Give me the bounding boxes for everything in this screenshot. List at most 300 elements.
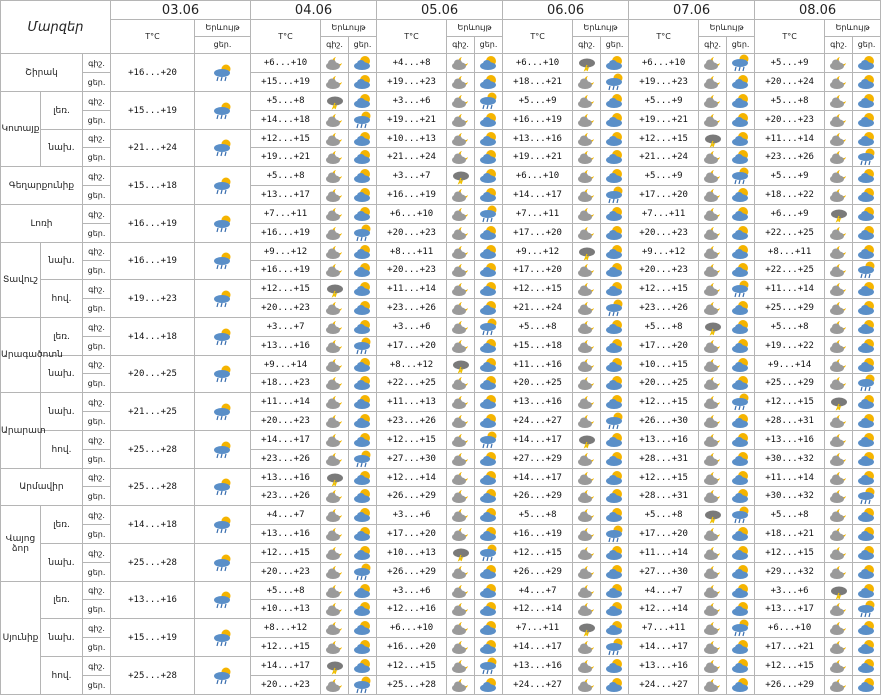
sun-cloud-icon: [727, 374, 755, 393]
sun-cloud-icon: [601, 148, 629, 167]
temp-cell: +12...+14: [503, 600, 573, 619]
cloud-moon-icon: [699, 92, 727, 111]
temp-cell: +10...+13: [377, 130, 447, 148]
sun-cloud-icon: [349, 600, 377, 619]
sun-cloud-icon: [601, 337, 629, 356]
sun-cloud-icon: [349, 299, 377, 318]
sun-cloud-icon: [601, 111, 629, 130]
cloud-moon-icon: [321, 582, 349, 600]
cloud-moon-icon: [699, 393, 727, 412]
time-of-day: գիշ.: [83, 243, 111, 261]
region-name: Արմավիր: [1, 469, 83, 506]
sun-cloud-icon: [853, 657, 881, 676]
cloud-moon-icon: [321, 205, 349, 224]
temp-cell: +20...+23: [629, 224, 699, 243]
sun-cloud-icon: [475, 73, 503, 92]
sun-cloud-icon: [601, 186, 629, 205]
cloud-icon: [825, 374, 853, 393]
weather-icon: [195, 205, 251, 243]
sun-cloud-icon: [853, 318, 881, 337]
cloud-moon-icon: [825, 582, 853, 600]
sun-cloud-icon: [475, 525, 503, 544]
temp-cell: +12...+14: [629, 600, 699, 619]
cloud-icon: [321, 224, 349, 243]
temp-cell: +3...+6: [377, 506, 447, 525]
sun-cloud-icon: [349, 374, 377, 393]
temp-cell: +12...+16: [377, 600, 447, 619]
temp-cell: +14...+17: [503, 431, 573, 450]
temp-cell: +12...+15: [251, 280, 321, 299]
sun-cloud-icon: [727, 356, 755, 374]
sun-cloud-icon: [727, 224, 755, 243]
temp-cell: +6...+10: [377, 619, 447, 638]
time-of-day: գիշ.: [83, 619, 111, 638]
sun-cloud-icon: [601, 261, 629, 280]
temp-cell: +5...+8: [755, 318, 825, 337]
sun-cloud-icon: [853, 224, 881, 243]
temp-cell-day0: +14...+18: [111, 318, 195, 356]
temp-cell: +14...+17: [503, 638, 573, 657]
sun-cloud-icon: [601, 318, 629, 337]
temp-cell: +10...+15: [629, 356, 699, 374]
cloud-moon-icon: [699, 506, 727, 525]
sun-cloud-icon: [853, 73, 881, 92]
cloud-moon-icon: [699, 167, 727, 186]
temp-cell: +16...+19: [377, 186, 447, 205]
sun-cloud-icon: [727, 205, 755, 224]
phenomena-header-2: Երևույթ: [447, 20, 503, 37]
sun-cloud-icon: [475, 638, 503, 657]
cloud-icon: [321, 73, 349, 92]
sun-cloud-icon: [349, 356, 377, 374]
temp-cell: +28...+31: [629, 487, 699, 506]
sun-cloud-icon: [475, 487, 503, 506]
sun-cloud-icon: [727, 506, 755, 525]
phenomena-header-4: Երևույթ: [699, 20, 755, 37]
cloud-moon-icon: [825, 393, 853, 412]
cloud-icon: [699, 563, 727, 582]
temp-cell: +12...+15: [377, 657, 447, 676]
region-name: Լոռի: [1, 205, 83, 243]
cloud-icon: [321, 638, 349, 657]
sun-cloud-icon: [601, 73, 629, 92]
sun-cloud-icon: [727, 111, 755, 130]
temp-cell: +8...+11: [377, 243, 447, 261]
temp-cell: +9...+12: [629, 243, 699, 261]
cloud-icon: [699, 261, 727, 280]
cloud-icon: [447, 337, 475, 356]
sun-cloud-icon: [349, 186, 377, 205]
sun-cloud-icon: [727, 280, 755, 299]
cloud-moon-icon: [447, 431, 475, 450]
sun-cloud-icon: [349, 563, 377, 582]
temp-header-1: T°C: [251, 20, 321, 54]
sun-cloud-icon: [475, 299, 503, 318]
time-of-day: ցեր.: [83, 73, 111, 92]
sun-cloud-icon: [475, 280, 503, 299]
temp-cell: +6...+10: [755, 619, 825, 638]
table-row: [1, 54, 881, 73]
temp-cell: +3...+7: [251, 318, 321, 337]
cloud-moon-icon: [825, 54, 853, 73]
cloud-moon-icon: [825, 469, 853, 487]
sun-cloud-icon: [475, 657, 503, 676]
weather-icon: [195, 506, 251, 544]
cloud-icon: [699, 224, 727, 243]
cloud-icon: [825, 676, 853, 695]
cloud-icon: [825, 261, 853, 280]
temp-cell: +12...+15: [629, 469, 699, 487]
subregion-label: նախ.: [41, 619, 83, 657]
subregion-label: լեռ.: [41, 318, 83, 356]
sun-cloud-icon: [349, 261, 377, 280]
temp-cell: +17...+20: [629, 186, 699, 205]
cloud-icon: [321, 261, 349, 280]
cloud-moon-icon: [321, 54, 349, 73]
temp-cell: +14...+17: [503, 186, 573, 205]
sun-cloud-icon: [853, 563, 881, 582]
day-header-4: ցեր.: [727, 37, 755, 54]
temp-cell: +16...+19: [251, 224, 321, 243]
temp-cell: +12...+15: [251, 544, 321, 563]
temp-cell: +20...+23: [377, 224, 447, 243]
cloud-moon-icon: [699, 243, 727, 261]
sun-cloud-icon: [349, 54, 377, 73]
temp-cell: +13...+16: [503, 130, 573, 148]
sun-cloud-icon: [601, 224, 629, 243]
table-row: [1, 280, 881, 299]
cloud-moon-icon: [447, 167, 475, 186]
cloud-moon-icon: [825, 130, 853, 148]
cloud-icon: [447, 412, 475, 431]
temp-cell: +11...+14: [755, 280, 825, 299]
cloud-moon-icon: [447, 130, 475, 148]
cloud-moon-icon: [573, 431, 601, 450]
temp-cell-day0: +25...+28: [111, 469, 195, 506]
day-header-2: ցեր.: [475, 37, 503, 54]
sun-cloud-icon: [349, 431, 377, 450]
sun-cloud-icon: [853, 393, 881, 412]
day-header-5: ցեր.: [853, 37, 881, 54]
cloud-icon: [699, 525, 727, 544]
temp-cell: +12...+15: [755, 544, 825, 563]
temp-cell: +23...+26: [251, 450, 321, 469]
date-header-3: 06.06: [503, 1, 629, 20]
temp-cell: +20...+23: [377, 261, 447, 280]
temp-cell: +20...+25: [629, 374, 699, 393]
sun-cloud-icon: [853, 280, 881, 299]
sun-cloud-icon: [853, 111, 881, 130]
cloud-icon: [825, 299, 853, 318]
sun-cloud-icon: [349, 544, 377, 563]
cloud-icon: [447, 299, 475, 318]
sun-cloud-icon: [475, 186, 503, 205]
time-of-day: ցեր.: [83, 111, 111, 130]
sun-cloud-icon: [853, 469, 881, 487]
sun-cloud-icon: [853, 148, 881, 167]
temp-cell: +19...+21: [377, 111, 447, 130]
sun-cloud-icon: [601, 130, 629, 148]
cloud-icon: [321, 450, 349, 469]
cloud-moon-icon: [447, 54, 475, 73]
weather-icon: [195, 130, 251, 167]
table-row: [1, 318, 881, 337]
sun-cloud-icon: [475, 374, 503, 393]
cloud-moon-icon: [825, 205, 853, 224]
cloud-moon-icon: [825, 243, 853, 261]
cloud-moon-icon: [321, 469, 349, 487]
sun-cloud-icon: [727, 657, 755, 676]
sun-cloud-icon: [853, 337, 881, 356]
sun-cloud-icon: [475, 619, 503, 638]
temp-cell: +13...+17: [755, 600, 825, 619]
temp-cell-day0: +14...+18: [111, 506, 195, 544]
time-of-day: ցեր.: [83, 487, 111, 506]
weather-icon: [195, 469, 251, 506]
temp-cell: +22...+25: [755, 224, 825, 243]
temp-cell: +18...+21: [503, 73, 573, 92]
temp-cell: +5...+8: [251, 92, 321, 111]
temp-cell: +20...+23: [251, 676, 321, 695]
cloud-moon-icon: [447, 619, 475, 638]
temp-cell: +10...+13: [377, 544, 447, 563]
region-name: Արագածոտն: [1, 318, 41, 393]
sun-cloud-icon: [475, 450, 503, 469]
sun-cloud-icon: [853, 431, 881, 450]
temp-cell: +6...+9: [755, 205, 825, 224]
time-of-day: գիշ.: [83, 92, 111, 111]
temp-cell: +10...+13: [251, 600, 321, 619]
temp-cell: +8...+12: [251, 619, 321, 638]
temp-cell: +13...+16: [629, 657, 699, 676]
temp-cell: +11...+14: [377, 280, 447, 299]
temp-cell: +11...+14: [755, 469, 825, 487]
cloud-icon: [825, 111, 853, 130]
sun-cloud-icon: [349, 469, 377, 487]
cloud-icon: [321, 487, 349, 506]
temp-cell: +14...+17: [251, 431, 321, 450]
cloud-icon: [573, 638, 601, 657]
table-row: [1, 92, 881, 111]
cloud-icon: [321, 525, 349, 544]
temp-cell: +16...+19: [251, 261, 321, 280]
temp-cell: +7...+11: [629, 619, 699, 638]
time-of-day: գիշ.: [83, 506, 111, 525]
region-name: Սյունիք: [1, 582, 41, 695]
sun-cloud-icon: [727, 638, 755, 657]
table-row: [1, 167, 881, 186]
cloud-icon: [573, 563, 601, 582]
cloud-moon-icon: [573, 619, 601, 638]
time-of-day: ցեր.: [83, 525, 111, 544]
temp-cell: +9...+12: [251, 243, 321, 261]
cloud-icon: [825, 487, 853, 506]
sun-cloud-icon: [601, 506, 629, 525]
sun-cloud-icon: [349, 393, 377, 412]
time-of-day: ցեր.: [83, 186, 111, 205]
sun-cloud-icon: [727, 73, 755, 92]
sun-cloud-icon: [349, 280, 377, 299]
sun-cloud-icon: [349, 130, 377, 148]
sun-cloud-icon: [349, 487, 377, 506]
sun-cloud-icon: [853, 356, 881, 374]
temp-cell: +22...+25: [377, 374, 447, 393]
temp-cell: +20...+23: [755, 111, 825, 130]
temp-cell-day0: +16...+19: [111, 243, 195, 280]
sun-cloud-icon: [349, 638, 377, 657]
cloud-icon: [321, 600, 349, 619]
sun-cloud-icon: [853, 374, 881, 393]
table-row: [1, 619, 881, 638]
table-row: [1, 356, 881, 374]
sun-cloud-icon: [601, 299, 629, 318]
temp-cell: +25...+29: [755, 299, 825, 318]
sun-cloud-icon: [349, 167, 377, 186]
sun-cloud-icon: [475, 130, 503, 148]
table-row: [1, 130, 881, 148]
temp-cell: +30...+32: [755, 487, 825, 506]
sun-cloud-icon: [727, 318, 755, 337]
temp-cell: +6...+10: [377, 205, 447, 224]
night-header-3: գիշ.: [573, 37, 601, 54]
sun-cloud-icon: [601, 487, 629, 506]
cloud-moon-icon: [321, 92, 349, 111]
temp-cell: +12...+15: [629, 280, 699, 299]
sun-cloud-icon: [727, 186, 755, 205]
cloud-moon-icon: [573, 582, 601, 600]
time-of-day: գիշ.: [83, 54, 111, 73]
sun-cloud-icon: [601, 356, 629, 374]
sun-cloud-icon: [349, 676, 377, 695]
temp-cell: +13...+17: [251, 186, 321, 205]
date-header-2: 05.06: [377, 1, 503, 20]
sun-cloud-icon: [475, 582, 503, 600]
sun-cloud-icon: [853, 130, 881, 148]
time-of-day: գիշ.: [83, 393, 111, 412]
sun-cloud-icon: [475, 148, 503, 167]
cloud-icon: [447, 73, 475, 92]
temp-cell: +26...+29: [377, 563, 447, 582]
cloud-icon: [447, 525, 475, 544]
sun-cloud-icon: [853, 92, 881, 111]
temp-cell-day0: +13...+16: [111, 582, 195, 619]
cloud-moon-icon: [825, 544, 853, 563]
sun-cloud-icon: [349, 224, 377, 243]
time-of-day: ցեր.: [83, 676, 111, 695]
weather-icon: [195, 582, 251, 619]
time-of-day: գիշ.: [83, 469, 111, 487]
temp-cell: +4...+7: [251, 506, 321, 525]
table-row: [1, 431, 881, 450]
time-of-day: գիշ.: [83, 356, 111, 374]
temp-cell: +18...+23: [251, 374, 321, 393]
time-of-day: ցեր.: [83, 638, 111, 657]
cloud-icon: [321, 186, 349, 205]
date-header-1: 04.06: [251, 1, 377, 20]
temp-cell: +5...+9: [629, 167, 699, 186]
temp-cell: +26...+29: [755, 676, 825, 695]
night-header-4: գիշ.: [699, 37, 727, 54]
cloud-icon: [825, 525, 853, 544]
cloud-moon-icon: [321, 393, 349, 412]
temp-cell: +17...+20: [503, 224, 573, 243]
temp-cell: +27...+30: [377, 450, 447, 469]
cloud-moon-icon: [573, 356, 601, 374]
sun-cloud-icon: [475, 544, 503, 563]
subregion-label: նախ.: [41, 130, 83, 167]
temp-cell: +20...+25: [503, 374, 573, 393]
cloud-icon: [573, 337, 601, 356]
time-of-day: գիշ.: [83, 130, 111, 148]
cloud-moon-icon: [825, 657, 853, 676]
temp-cell: +3...+6: [377, 318, 447, 337]
temp-cell: +13...+16: [251, 337, 321, 356]
cloud-moon-icon: [573, 130, 601, 148]
temp-cell: +11...+14: [251, 393, 321, 412]
date-header-5: 08.06: [755, 1, 881, 20]
time-of-day: ցեր.: [83, 261, 111, 280]
temp-cell: +11...+13: [377, 393, 447, 412]
sun-cloud-icon: [727, 450, 755, 469]
date-header-0: 03.06: [111, 1, 251, 20]
sun-cloud-icon: [349, 657, 377, 676]
sun-cloud-icon: [475, 356, 503, 374]
cloud-icon: [573, 299, 601, 318]
temp-cell-day0: +25...+28: [111, 544, 195, 582]
temp-cell: +5...+9: [503, 92, 573, 111]
weather-icon: [195, 280, 251, 318]
temp-cell: +11...+14: [629, 544, 699, 563]
time-of-day: ցեր.: [83, 450, 111, 469]
temp-cell: +19...+21: [251, 148, 321, 167]
temp-header-4: T°C: [629, 20, 699, 54]
sun-cloud-icon: [475, 393, 503, 412]
cloud-icon: [573, 676, 601, 695]
region-name: Տավուշ: [1, 243, 41, 318]
sun-cloud-icon: [601, 374, 629, 393]
cloud-moon-icon: [825, 167, 853, 186]
night-header-5: գիշ.: [825, 37, 853, 54]
sun-cloud-icon: [349, 412, 377, 431]
temp-cell: +9...+14: [251, 356, 321, 374]
weather-icon: [195, 318, 251, 356]
weather-icon: [195, 431, 251, 469]
subregion-label: հով.: [41, 657, 83, 695]
temp-cell: +28...+31: [629, 450, 699, 469]
sun-cloud-icon: [475, 563, 503, 582]
cloud-moon-icon: [447, 506, 475, 525]
sun-cloud-icon: [601, 582, 629, 600]
temp-cell: +7...+11: [503, 205, 573, 224]
sun-cloud-icon: [475, 224, 503, 243]
temp-cell-day0: +21...+24: [111, 130, 195, 167]
temp-cell: +5...+9: [629, 92, 699, 111]
sun-cloud-icon: [727, 412, 755, 431]
sun-cloud-icon: [727, 148, 755, 167]
temp-cell: +5...+8: [251, 582, 321, 600]
sun-cloud-icon: [601, 280, 629, 299]
temp-cell: +18...+21: [755, 525, 825, 544]
sun-cloud-icon: [727, 544, 755, 563]
cloud-icon: [825, 186, 853, 205]
cloud-icon: [573, 224, 601, 243]
cloud-icon: [699, 186, 727, 205]
table-row: [1, 243, 881, 261]
temp-cell: +23...+26: [755, 148, 825, 167]
cloud-moon-icon: [447, 356, 475, 374]
sun-cloud-icon: [475, 261, 503, 280]
phenomena-header-0: Երևույթ: [195, 20, 251, 37]
